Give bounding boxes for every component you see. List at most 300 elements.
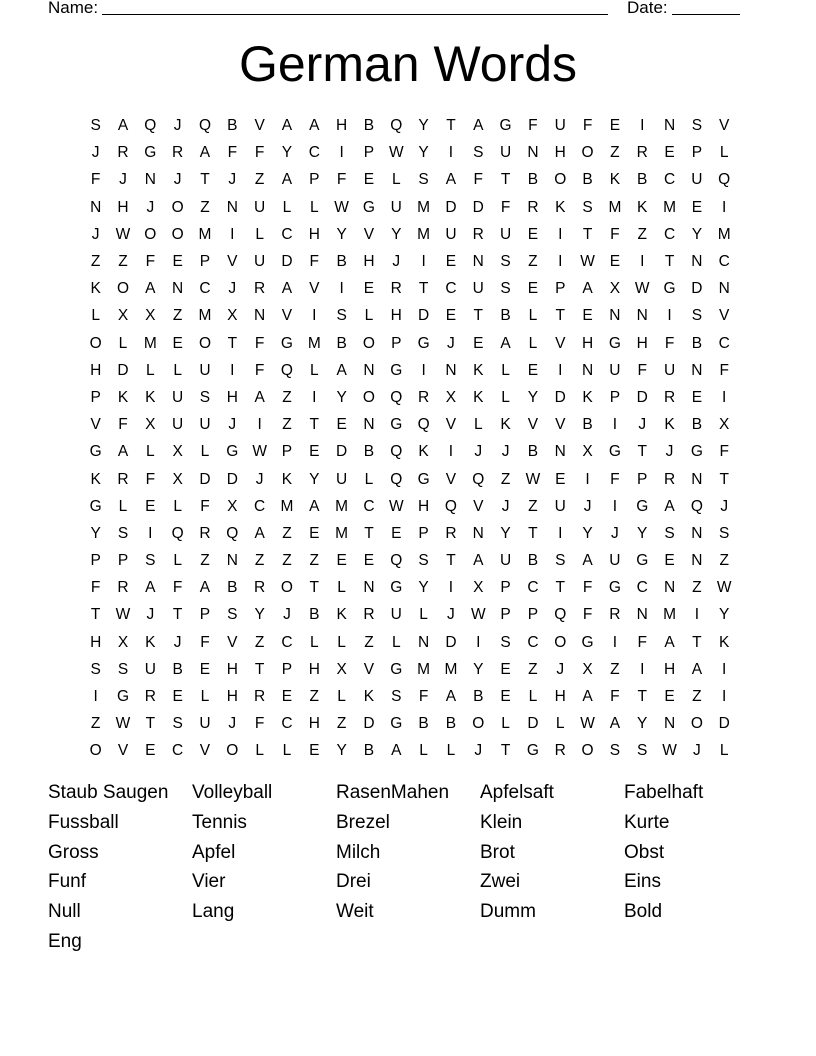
grid-cell[interactable]: E [500, 688, 511, 706]
grid-cell[interactable]: X [445, 388, 457, 406]
grid-cell[interactable]: W [580, 715, 595, 733]
grid-cell[interactable]: Y [418, 579, 429, 597]
grid-cell[interactable]: N [691, 361, 703, 379]
grid-cell[interactable]: I [558, 361, 563, 379]
grid-cell[interactable]: M [198, 225, 212, 243]
grid-cell[interactable]: W [634, 280, 650, 298]
grid-cell[interactable]: O [362, 388, 375, 406]
grid-cell[interactable]: H [308, 660, 320, 678]
grid-cell[interactable]: K [418, 443, 429, 461]
grid-cell[interactable]: S [637, 742, 648, 760]
grid-cell[interactable]: I [558, 253, 563, 271]
grid-cell[interactable]: T [637, 688, 647, 706]
grid-cell[interactable]: G [608, 579, 621, 597]
grid-cell[interactable]: S [172, 715, 183, 733]
grid-cell[interactable]: X [117, 633, 129, 651]
grid-cell[interactable]: G [663, 280, 676, 298]
grid-cell[interactable]: Z [719, 552, 729, 570]
grid-cell[interactable]: N [363, 361, 375, 379]
grid-cell[interactable]: L [337, 579, 346, 597]
grid-cell[interactable]: K [336, 606, 347, 624]
grid-cell[interactable]: A [664, 633, 675, 651]
grid-cell[interactable]: P [609, 388, 621, 406]
grid-cell[interactable]: E [336, 552, 347, 570]
grid-cell[interactable]: E [664, 144, 675, 162]
grid-cell[interactable]: I [230, 225, 235, 243]
grid-cell[interactable]: H [226, 388, 238, 406]
grid-cell[interactable]: K [637, 198, 648, 216]
grid-cell[interactable]: T [364, 524, 374, 542]
grid-cell[interactable]: Y [691, 225, 703, 243]
grid-cell[interactable]: U [554, 117, 566, 135]
grid-cell[interactable]: F [90, 579, 101, 597]
grid-cell[interactable]: E [500, 660, 511, 678]
grid-cell[interactable]: R [199, 524, 211, 542]
grid-cell[interactable]: E [691, 388, 703, 406]
grid-cell[interactable]: A [281, 280, 293, 298]
grid-cell[interactable]: K [500, 416, 511, 434]
grid-cell[interactable]: X [227, 497, 238, 515]
grid-cell[interactable]: F [118, 416, 128, 434]
grid-cell[interactable]: R [663, 388, 676, 406]
grid-cell[interactable]: E [391, 524, 402, 542]
grid-cell[interactable]: D [363, 715, 375, 733]
grid-cell[interactable]: V [527, 416, 539, 434]
grid-cell[interactable]: Q [718, 171, 731, 189]
grid-cell[interactable]: P [281, 443, 293, 461]
grid-cell[interactable]: G [116, 688, 130, 706]
grid-cell[interactable]: B [527, 443, 539, 461]
grid-cell[interactable]: F [500, 198, 511, 216]
grid-cell[interactable]: B [227, 579, 238, 597]
grid-cell[interactable]: G [690, 443, 703, 461]
grid-cell[interactable]: G [636, 497, 649, 515]
grid-cell[interactable]: O [89, 334, 102, 352]
grid-cell[interactable]: Q [417, 416, 430, 434]
grid-cell[interactable]: A [582, 688, 593, 706]
grid-cell[interactable]: H [663, 660, 676, 678]
grid-cell[interactable]: I [694, 606, 700, 624]
grid-cell[interactable]: L [501, 361, 510, 379]
grid-cell[interactable]: Q [390, 388, 403, 406]
grid-cell[interactable]: C [199, 280, 211, 298]
grid-cell[interactable]: E [664, 552, 675, 570]
grid-cell[interactable]: M [444, 660, 458, 678]
grid-cell[interactable]: P [199, 253, 211, 271]
grid-cell[interactable]: R [663, 470, 676, 488]
grid-cell[interactable]: M [335, 524, 349, 542]
grid-cell[interactable]: P [637, 470, 648, 488]
grid-cell[interactable]: U [663, 361, 676, 379]
grid-cell[interactable]: N [691, 253, 703, 271]
grid-cell[interactable]: Y [391, 225, 402, 243]
grid-cell[interactable]: M [663, 606, 677, 624]
grid-cell[interactable]: K [145, 633, 156, 651]
grid-cell[interactable]: Z [172, 307, 183, 325]
grid-cell[interactable]: W [388, 497, 404, 515]
grid-cell[interactable]: Z [200, 198, 210, 216]
grid-cell[interactable]: Z [500, 470, 511, 488]
grid-cell[interactable]: N [226, 198, 238, 216]
grid-cell[interactable]: L [200, 688, 210, 706]
grid-cell[interactable]: M [417, 660, 431, 678]
grid-cell[interactable]: X [473, 579, 484, 597]
grid-cell[interactable]: A [391, 742, 402, 760]
grid-cell[interactable]: E [172, 253, 183, 271]
grid-cell[interactable]: T [200, 171, 210, 189]
grid-cell[interactable]: F [418, 688, 429, 706]
grid-cell[interactable]: Y [254, 606, 265, 624]
grid-cell[interactable]: O [690, 715, 703, 733]
grid-cell[interactable]: U [499, 225, 512, 243]
grid-cell[interactable]: F [254, 334, 265, 352]
grid-cell[interactable]: H [554, 688, 566, 706]
grid-cell[interactable]: F [582, 579, 593, 597]
grid-cell[interactable]: S [582, 198, 593, 216]
grid-cell[interactable]: P [418, 524, 429, 542]
grid-cell[interactable]: V [90, 416, 101, 434]
grid-cell[interactable]: F [528, 117, 538, 135]
grid-cell[interactable]: A [254, 524, 265, 542]
grid-cell[interactable]: L [364, 307, 374, 325]
grid-cell[interactable]: R [609, 606, 621, 624]
grid-cell[interactable]: X [609, 280, 621, 298]
grid-cell[interactable]: I [722, 198, 727, 216]
grid-cell[interactable]: C [663, 225, 676, 243]
grid-cell[interactable]: L [528, 307, 538, 325]
grid-cell[interactable]: Y [637, 524, 648, 542]
grid-cell[interactable]: D [336, 443, 348, 461]
grid-cell[interactable]: U [499, 144, 512, 162]
grid-cell[interactable]: Q [198, 117, 211, 135]
grid-cell[interactable]: F [200, 633, 210, 651]
grid-cell[interactable]: T [500, 742, 511, 760]
grid-cell[interactable]: R [254, 280, 266, 298]
grid-cell[interactable]: T [172, 606, 183, 624]
grid-cell[interactable]: T [446, 117, 456, 135]
grid-cell[interactable]: J [556, 660, 565, 678]
grid-cell[interactable]: V [227, 633, 238, 651]
grid-cell[interactable]: S [117, 524, 129, 542]
grid-cell[interactable]: S [90, 117, 101, 135]
grid-cell[interactable]: L [528, 688, 538, 706]
grid-cell[interactable]: L [282, 742, 292, 760]
grid-cell[interactable]: S [609, 742, 621, 760]
grid-cell[interactable]: Y [637, 715, 648, 733]
grid-cell[interactable]: J [146, 198, 155, 216]
grid-cell[interactable]: L [282, 198, 292, 216]
grid-cell[interactable]: S [418, 552, 429, 570]
grid-cell[interactable]: Z [254, 633, 265, 651]
grid-cell[interactable]: Y [418, 117, 429, 135]
grid-cell[interactable]: K [555, 198, 566, 216]
grid-cell[interactable]: F [637, 633, 647, 651]
grid-cell[interactable]: H [418, 497, 430, 515]
grid-cell[interactable]: F [172, 579, 183, 597]
grid-cell[interactable]: I [448, 443, 454, 461]
grid-cell[interactable]: V [199, 742, 211, 760]
grid-cell[interactable]: J [173, 117, 182, 135]
grid-cell[interactable]: H [336, 117, 348, 135]
grid-cell[interactable]: E [555, 470, 566, 488]
grid-cell[interactable]: Q [390, 443, 403, 461]
grid-cell[interactable]: V [281, 307, 293, 325]
grid-cell[interactable]: S [500, 253, 511, 271]
grid-cell[interactable]: E [145, 742, 156, 760]
grid-cell[interactable]: J [665, 443, 674, 461]
grid-cell[interactable]: O [554, 633, 567, 651]
grid-cell[interactable]: K [473, 388, 484, 406]
grid-cell[interactable]: W [388, 144, 404, 162]
grid-cell[interactable]: Z [118, 253, 128, 271]
grid-cell[interactable]: F [309, 253, 320, 271]
grid-cell[interactable]: R [144, 688, 156, 706]
grid-cell[interactable]: Y [281, 144, 293, 162]
grid-cell[interactable]: O [362, 334, 375, 352]
grid-cell[interactable]: Z [364, 633, 374, 651]
grid-cell[interactable]: I [667, 307, 672, 325]
grid-cell[interactable]: S [227, 606, 238, 624]
grid-cell[interactable]: H [581, 334, 594, 352]
grid-cell[interactable]: U [199, 361, 211, 379]
grid-cell[interactable]: B [637, 171, 648, 189]
grid-cell[interactable]: H [363, 253, 375, 271]
grid-cell[interactable]: K [473, 361, 484, 379]
grid-cell[interactable]: D [527, 715, 539, 733]
grid-cell[interactable]: M [663, 198, 677, 216]
grid-cell[interactable]: M [307, 334, 321, 352]
grid-cell[interactable]: X [582, 443, 593, 461]
grid-cell[interactable]: M [335, 497, 349, 515]
grid-cell[interactable]: U [445, 225, 457, 243]
grid-cell[interactable]: I [612, 497, 618, 515]
grid-cell[interactable]: Q [390, 117, 403, 135]
grid-cell[interactable]: A [199, 144, 211, 162]
grid-cell[interactable]: G [226, 443, 239, 461]
grid-cell[interactable]: Z [528, 253, 538, 271]
grid-cell[interactable]: U [472, 280, 484, 298]
grid-cell[interactable]: L [255, 742, 264, 760]
grid-cell[interactable]: Q [690, 497, 703, 515]
grid-cell[interactable]: E [527, 361, 539, 379]
grid-cell[interactable]: D [445, 633, 457, 651]
grid-cell[interactable]: Z [282, 552, 292, 570]
grid-cell[interactable]: I [421, 253, 426, 271]
grid-cell[interactable]: J [91, 225, 100, 243]
grid-cell[interactable]: Y [719, 606, 730, 624]
grid-cell[interactable]: X [117, 307, 129, 325]
grid-cell[interactable]: J [228, 715, 237, 733]
grid-cell[interactable]: T [500, 171, 511, 189]
grid-cell[interactable]: H [390, 307, 402, 325]
grid-cell[interactable]: X [582, 660, 593, 678]
grid-cell[interactable]: S [117, 660, 129, 678]
grid-cell[interactable]: F [200, 497, 210, 515]
grid-cell[interactable]: W [115, 225, 131, 243]
grid-cell[interactable]: B [582, 416, 593, 434]
grid-cell[interactable]: W [252, 443, 267, 461]
grid-cell[interactable]: O [581, 742, 594, 760]
grid-cell[interactable]: L [173, 497, 182, 515]
grid-cell[interactable]: N [636, 606, 648, 624]
grid-cell[interactable]: G [526, 742, 539, 760]
grid-cell[interactable]: H [308, 715, 320, 733]
grid-cell[interactable]: V [117, 742, 129, 760]
grid-cell[interactable]: I [339, 280, 344, 298]
grid-cell[interactable]: V [309, 280, 320, 298]
grid-cell[interactable]: L [309, 633, 319, 651]
grid-cell[interactable]: Z [610, 144, 620, 162]
grid-cell[interactable]: B [363, 742, 375, 760]
grid-cell[interactable]: L [91, 307, 100, 325]
grid-cell[interactable]: N [254, 307, 266, 325]
grid-cell[interactable]: V [363, 225, 375, 243]
grid-cell[interactable]: N [609, 307, 621, 325]
grid-cell[interactable]: M [143, 334, 157, 352]
grid-cell[interactable]: K [117, 388, 129, 406]
grid-cell[interactable]: A [309, 497, 320, 515]
grid-cell[interactable]: T [719, 470, 729, 488]
grid-cell[interactable]: L [337, 688, 346, 706]
grid-cell[interactable]: I [230, 361, 235, 379]
grid-cell[interactable]: O [116, 280, 130, 298]
grid-cell[interactable]: C [281, 633, 293, 651]
grid-cell[interactable]: J [611, 524, 619, 542]
date-blank-line[interactable] [672, 14, 740, 15]
grid-cell[interactable]: Z [90, 253, 101, 271]
grid-cell[interactable]: E [664, 688, 675, 706]
grid-cell[interactable]: F [664, 334, 675, 352]
grid-cell[interactable]: I [640, 253, 645, 271]
grid-cell[interactable]: I [640, 660, 645, 678]
grid-cell[interactable]: J [173, 633, 182, 651]
grid-cell[interactable]: E [473, 334, 484, 352]
grid-cell[interactable]: E [309, 524, 320, 542]
grid-cell[interactable]: D [226, 470, 238, 488]
grid-cell[interactable]: S [719, 524, 730, 542]
grid-cell[interactable]: V [445, 416, 457, 434]
grid-cell[interactable]: X [145, 307, 156, 325]
grid-cell[interactable]: B [172, 660, 183, 678]
grid-cell[interactable]: U [554, 497, 566, 515]
grid-cell[interactable]: F [145, 253, 156, 271]
grid-cell[interactable]: F [254, 144, 265, 162]
grid-cell[interactable]: I [339, 144, 344, 162]
grid-cell[interactable]: X [719, 416, 730, 434]
grid-cell[interactable]: Z [309, 552, 320, 570]
grid-cell[interactable]: K [145, 388, 156, 406]
grid-cell[interactable]: E [527, 225, 539, 243]
grid-cell[interactable]: Y [336, 225, 347, 243]
grid-cell[interactable]: U [172, 388, 184, 406]
grid-cell[interactable]: L [118, 334, 128, 352]
grid-cell[interactable]: C [527, 579, 539, 597]
grid-cell[interactable]: F [610, 225, 620, 243]
grid-cell[interactable]: M [417, 225, 431, 243]
grid-cell[interactable]: R [363, 606, 375, 624]
grid-cell[interactable]: I [421, 361, 426, 379]
grid-cell[interactable]: W [716, 579, 732, 597]
grid-cell[interactable]: Z [692, 688, 702, 706]
grid-cell[interactable]: A [117, 443, 129, 461]
grid-cell[interactable]: H [554, 144, 566, 162]
grid-cell[interactable]: J [255, 470, 264, 488]
grid-cell[interactable]: K [582, 388, 593, 406]
grid-cell[interactable]: J [283, 606, 291, 624]
grid-cell[interactable]: F [719, 361, 729, 379]
grid-cell[interactable]: Z [637, 225, 647, 243]
grid-cell[interactable]: N [663, 715, 676, 733]
grid-cell[interactable]: Y [527, 388, 539, 406]
grid-cell[interactable]: P [527, 606, 539, 624]
grid-cell[interactable]: H [308, 225, 320, 243]
grid-cell[interactable]: S [691, 307, 703, 325]
grid-cell[interactable]: N [472, 253, 484, 271]
grid-cell[interactable]: G [608, 334, 621, 352]
grid-cell[interactable]: Z [282, 524, 292, 542]
grid-cell[interactable]: N [226, 552, 238, 570]
grid-cell[interactable]: P [117, 552, 129, 570]
grid-cell[interactable]: W [580, 253, 595, 271]
grid-cell[interactable]: Z [200, 552, 210, 570]
grid-cell[interactable]: G [390, 416, 403, 434]
grid-cell[interactable]: J [720, 497, 729, 515]
grid-cell[interactable]: O [144, 225, 157, 243]
grid-cell[interactable]: X [172, 443, 183, 461]
grid-cell[interactable]: J [501, 443, 510, 461]
grid-cell[interactable]: F [254, 715, 265, 733]
grid-cell[interactable]: D [117, 361, 129, 379]
grid-cell[interactable]: R [636, 144, 648, 162]
grid-cell[interactable]: B [363, 117, 375, 135]
grid-cell[interactable]: T [473, 307, 483, 325]
grid-cell[interactable]: G [608, 443, 621, 461]
grid-cell[interactable]: I [448, 144, 454, 162]
grid-cell[interactable]: F [610, 470, 620, 488]
grid-cell[interactable]: N [554, 443, 566, 461]
grid-cell[interactable]: A [473, 552, 484, 570]
grid-cell[interactable]: L [391, 171, 401, 189]
grid-cell[interactable]: R [254, 688, 266, 706]
grid-cell[interactable]: G [390, 660, 403, 678]
grid-cell[interactable]: U [609, 361, 621, 379]
grid-cell[interactable]: G [417, 334, 430, 352]
grid-cell[interactable]: A [609, 715, 621, 733]
grid-cell[interactable]: T [637, 443, 647, 461]
grid-cell[interactable]: L [309, 198, 319, 216]
grid-cell[interactable]: J [146, 606, 155, 624]
grid-cell[interactable]: A [664, 497, 675, 515]
grid-cell[interactable]: F [90, 171, 101, 189]
grid-cell[interactable]: B [336, 334, 347, 352]
grid-cell[interactable]: N [691, 524, 703, 542]
grid-cell[interactable]: H [117, 198, 129, 216]
grid-cell[interactable]: U [609, 552, 621, 570]
grid-cell[interactable]: R [554, 742, 566, 760]
grid-cell[interactable]: I [612, 633, 618, 651]
grid-cell[interactable]: W [334, 198, 349, 216]
grid-cell[interactable]: E [691, 198, 703, 216]
grid-cell[interactable]: W [662, 742, 677, 760]
grid-cell[interactable]: A [500, 334, 511, 352]
grid-cell[interactable]: F [719, 443, 729, 461]
grid-cell[interactable]: J [228, 416, 237, 434]
grid-cell[interactable]: C [363, 497, 375, 515]
grid-cell[interactable]: B [309, 606, 320, 624]
grid-cell[interactable]: Z [282, 388, 292, 406]
grid-cell[interactable]: J [447, 606, 455, 624]
grid-cell[interactable]: N [527, 144, 539, 162]
